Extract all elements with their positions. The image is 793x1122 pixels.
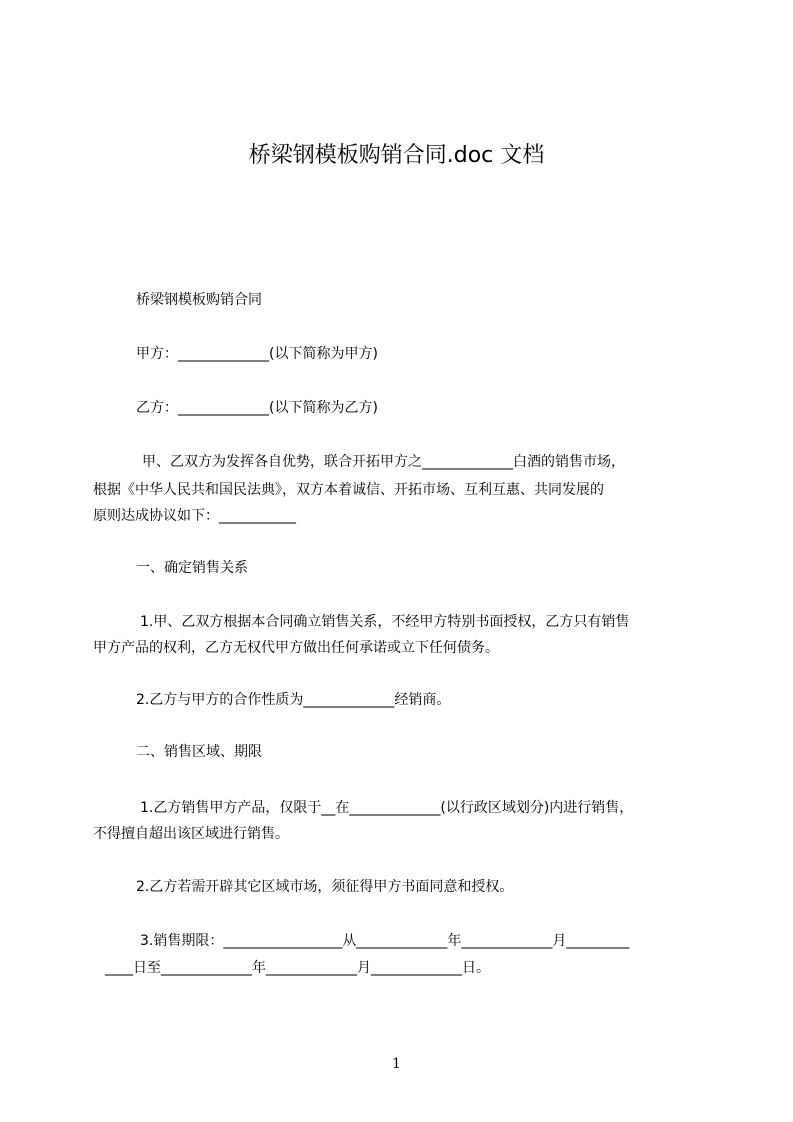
section-1-item-2: 2.乙方与甲方的合作性质为_____________经销商。: [136, 692, 451, 708]
section-2-item-2: 2.乙方若需开辟其它区域市场，须征得甲方书面同意和授权。: [136, 879, 514, 895]
intro-paragraph-line-1: 甲、乙双方为发挥各自优势，联合开拓甲方之_____________白酒的销售市场，: [142, 454, 625, 470]
contract-heading: 桥梁钢模板购销合同: [136, 292, 262, 308]
document-title: 桥梁钢模板购销合同.doc 文档: [248, 143, 545, 168]
party-a-line: 甲方：_____________(以下简称为甲方): [136, 346, 378, 362]
intro-paragraph-line-2: 根据《中华人民共和国民法典》，双方本着诚信、开拓市场、互利互惠、共同发展的: [93, 482, 604, 498]
section-1-item-1-line-2: 甲方产品的权利，乙方无权代甲方做出任何承诺或立下任何债务。: [93, 640, 499, 656]
section-1-item-1-line-1: 1.甲、乙双方根据本合同确立销售关系，不经甲方特别书面授权，乙方只有销售: [140, 614, 630, 630]
party-b-line: 乙方：_____________(以下简称为乙方): [136, 400, 378, 416]
intro-paragraph-line-3: 原则达成协议如下：___________: [93, 508, 296, 524]
section-2-item-3-line-2: ____日至_____________年_____________月_____________日。: [105, 960, 490, 976]
section-2-heading: 二、销售区域、期限: [136, 744, 262, 760]
page-number: 1: [392, 1056, 401, 1072]
section-2-item-1-line-2: 不得擅自超出该区域进行销售。: [93, 826, 289, 842]
section-2-item-1-line-1: 1.乙方销售甲方产品，仅限于__在_____________(以行政区域划分)内进行销售，: [140, 800, 634, 816]
section-2-item-3-line-1: 3.销售期限：_________________从_____________年_____________月_________: [140, 933, 630, 949]
section-1-heading: 一、确定销售关系: [136, 560, 248, 576]
